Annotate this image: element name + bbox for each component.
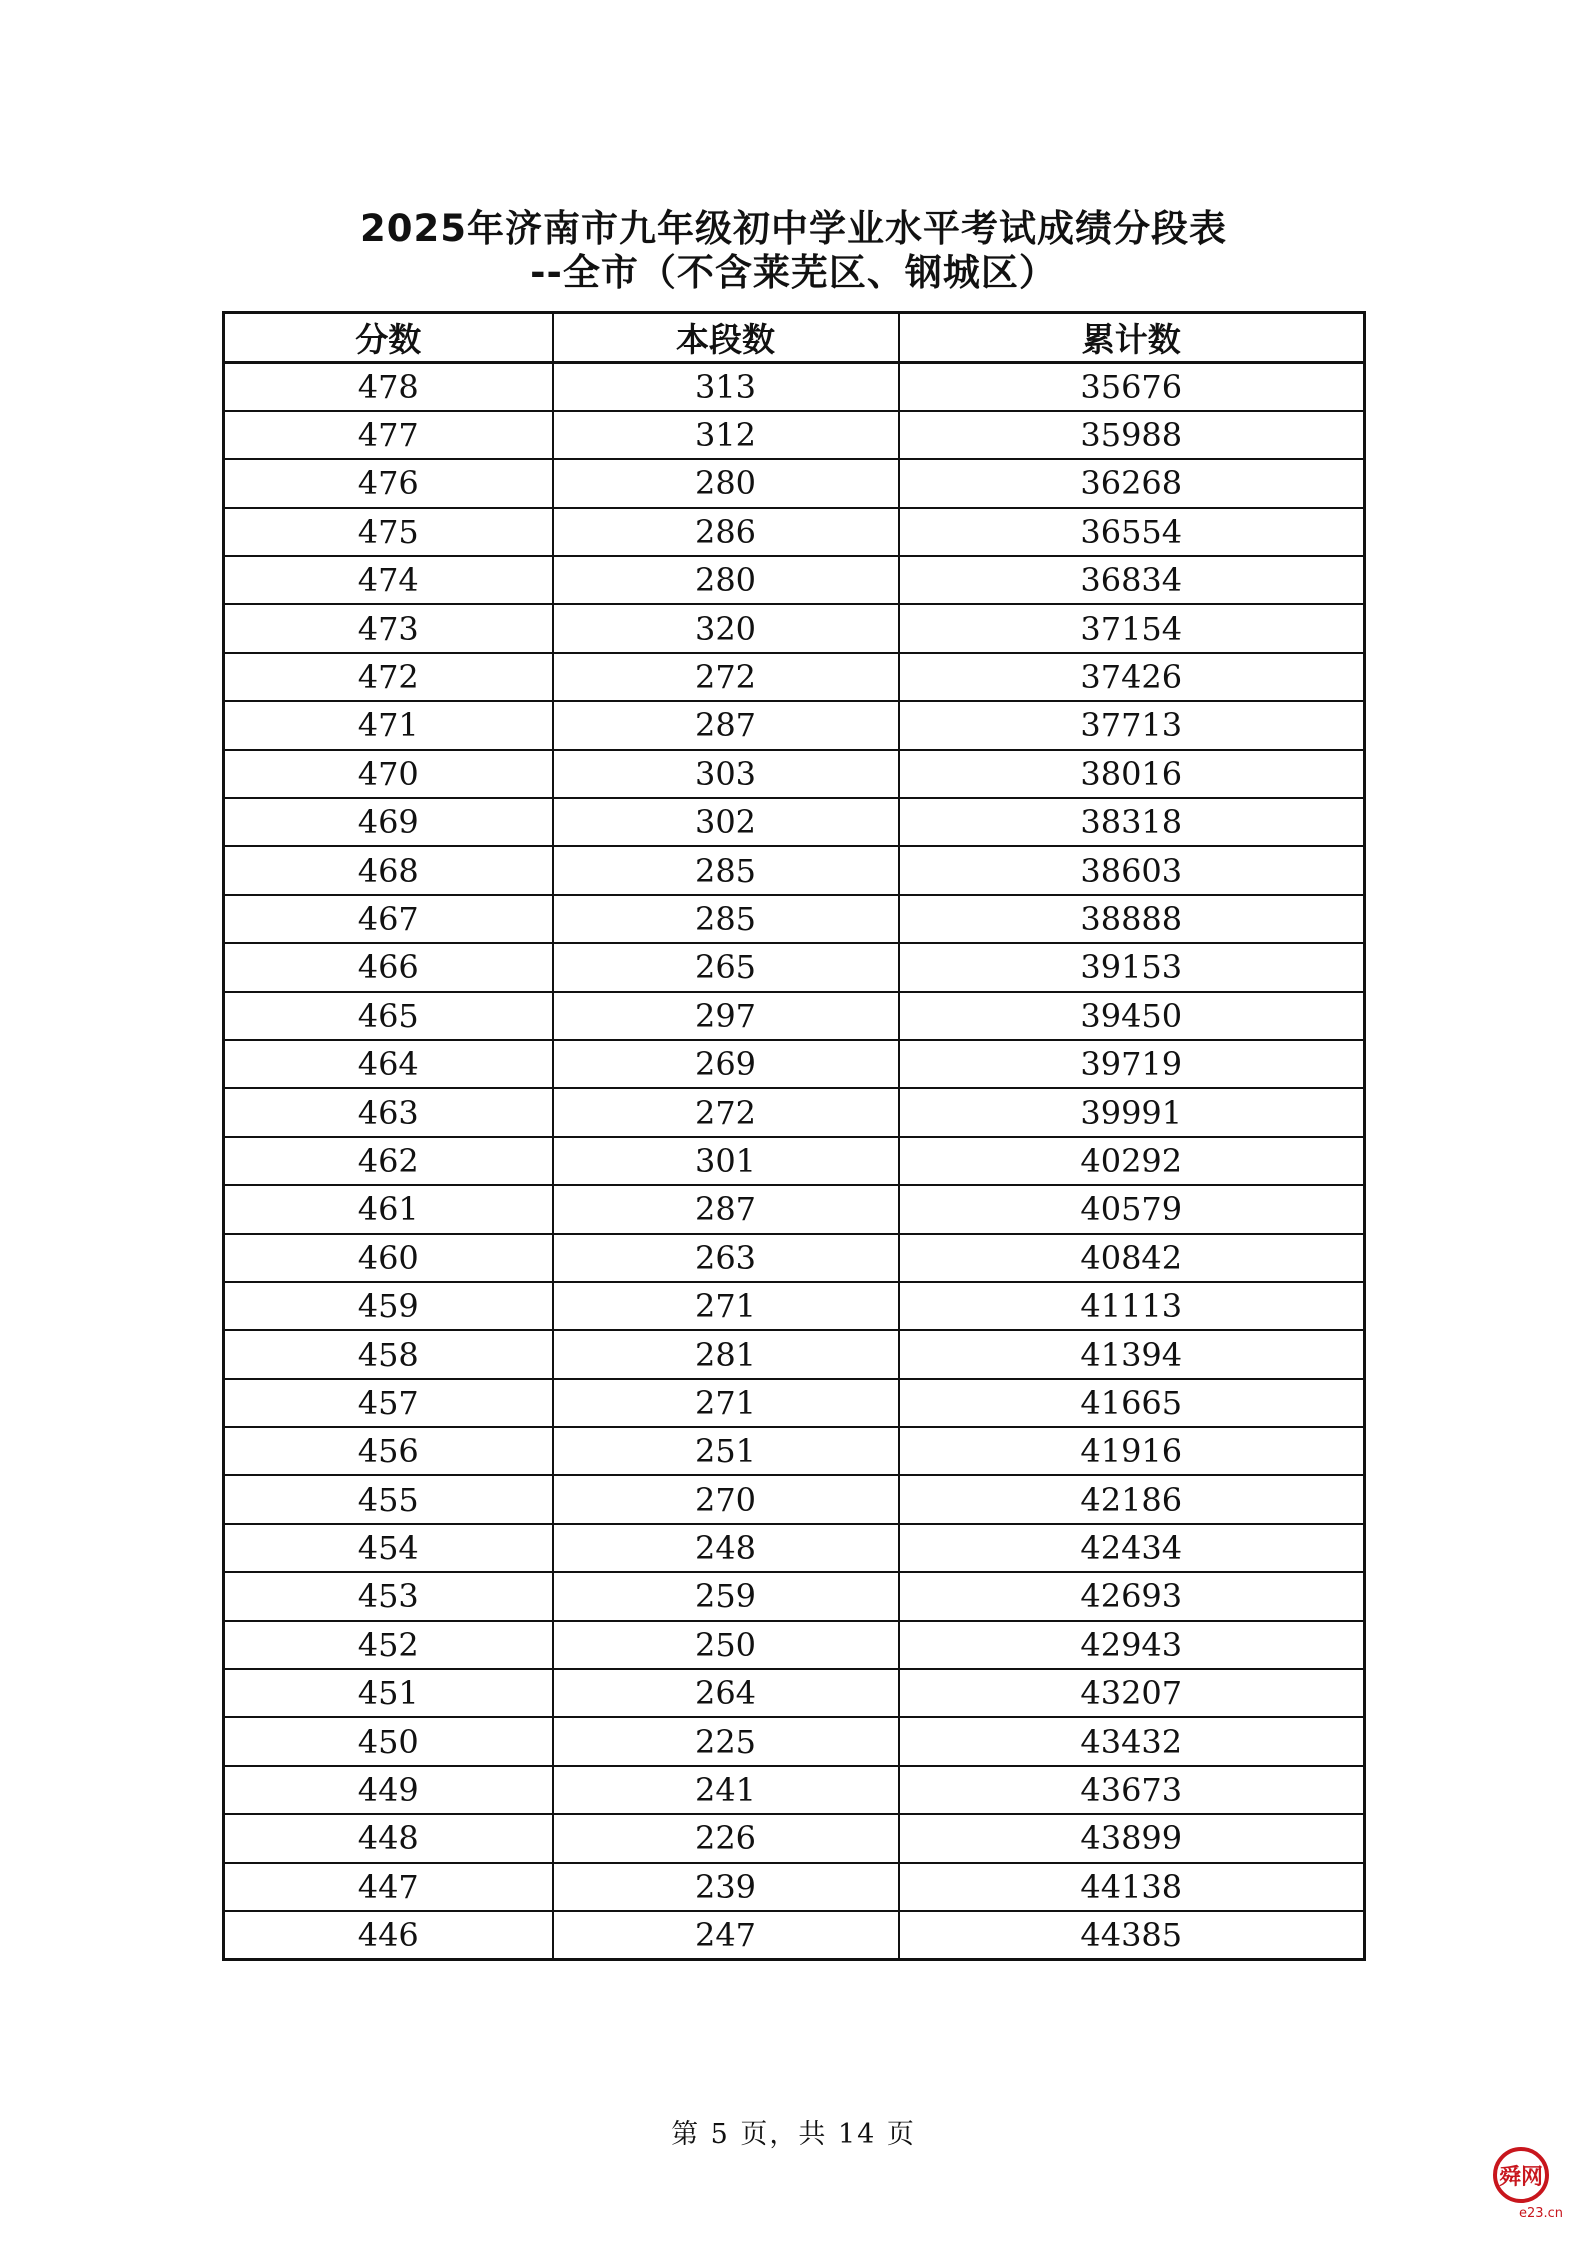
cell-score: 462 <box>224 1137 553 1185</box>
cell-score: 458 <box>224 1330 553 1378</box>
table-row <box>224 846 1365 894</box>
table-row <box>224 701 1365 749</box>
cell-cumulative-count: 42186 <box>899 1475 1365 1523</box>
cell-cumulative-count: 43207 <box>899 1669 1365 1717</box>
cell-cumulative-count: 43899 <box>899 1814 1365 1862</box>
table-row <box>224 411 1365 459</box>
cell-cumulative-count: 41665 <box>899 1379 1365 1427</box>
table-row <box>224 1088 1365 1136</box>
cell-score: 459 <box>224 1282 553 1330</box>
header-score: 分数 <box>224 313 553 363</box>
table-header-row <box>224 313 1365 363</box>
table-body <box>224 363 1365 1960</box>
cell-segment-count: 241 <box>553 1766 899 1814</box>
cell-segment-count: 297 <box>553 992 899 1040</box>
table-row <box>224 556 1365 604</box>
cell-cumulative-count: 39153 <box>899 943 1365 991</box>
cell-score: 476 <box>224 459 553 507</box>
cell-score: 465 <box>224 992 553 1040</box>
cell-segment-count: 263 <box>553 1234 899 1282</box>
cell-score: 448 <box>224 1814 553 1862</box>
table-row <box>224 1621 1365 1669</box>
table-row <box>224 1911 1365 1959</box>
cell-score: 449 <box>224 1766 553 1814</box>
table-row <box>224 604 1365 652</box>
cell-segment-count: 287 <box>553 1185 899 1233</box>
table-row <box>224 1524 1365 1572</box>
cell-score: 460 <box>224 1234 553 1282</box>
table-row <box>224 363 1365 411</box>
cell-score: 457 <box>224 1379 553 1427</box>
table-row <box>224 750 1365 798</box>
cell-segment-count: 285 <box>553 895 899 943</box>
cell-segment-count: 313 <box>553 363 899 411</box>
cell-cumulative-count: 37713 <box>899 701 1365 749</box>
cell-score: 466 <box>224 943 553 991</box>
table-row <box>224 1475 1365 1523</box>
cell-score: 478 <box>224 363 553 411</box>
cell-segment-count: 285 <box>553 846 899 894</box>
table-row <box>224 1137 1365 1185</box>
table-row <box>224 1572 1365 1620</box>
table-row <box>224 992 1365 1040</box>
cell-segment-count: 312 <box>553 411 899 459</box>
table-row <box>224 1379 1365 1427</box>
cell-segment-count: 264 <box>553 1669 899 1717</box>
cell-segment-count: 250 <box>553 1621 899 1669</box>
cell-cumulative-count: 43673 <box>899 1766 1365 1814</box>
table-row <box>224 1766 1365 1814</box>
cell-segment-count: 272 <box>553 653 899 701</box>
cell-cumulative-count: 36268 <box>899 459 1365 507</box>
cell-score: 453 <box>224 1572 553 1620</box>
cell-score: 455 <box>224 1475 553 1523</box>
header-segment-count: 本段数 <box>553 313 899 363</box>
cell-score: 474 <box>224 556 553 604</box>
table-row <box>224 1427 1365 1475</box>
score-distribution-table <box>222 311 1366 1961</box>
cell-cumulative-count: 41916 <box>899 1427 1365 1475</box>
cell-score: 473 <box>224 604 553 652</box>
cell-segment-count: 272 <box>553 1088 899 1136</box>
cell-segment-count: 320 <box>553 604 899 652</box>
cell-segment-count: 287 <box>553 701 899 749</box>
cell-segment-count: 259 <box>553 1572 899 1620</box>
table-row <box>224 1282 1365 1330</box>
document-subtitle: --全市（不含莱芜区、钢城区） <box>530 251 1057 294</box>
cell-score: 452 <box>224 1621 553 1669</box>
cell-cumulative-count: 36554 <box>899 508 1365 556</box>
cell-cumulative-count: 37154 <box>899 604 1365 652</box>
table-row <box>224 459 1365 507</box>
cell-score: 475 <box>224 508 553 556</box>
cell-cumulative-count: 39991 <box>899 1088 1365 1136</box>
cell-score: 472 <box>224 653 553 701</box>
cell-segment-count: 303 <box>553 750 899 798</box>
cell-segment-count: 270 <box>553 1475 899 1523</box>
logo-domain: e23.cn <box>1518 2206 1564 2221</box>
cell-cumulative-count: 44385 <box>899 1911 1365 1959</box>
table-row <box>224 798 1365 846</box>
table-row <box>224 1185 1365 1233</box>
cell-cumulative-count: 40842 <box>899 1234 1365 1282</box>
cell-segment-count: 226 <box>553 1814 899 1862</box>
table-row <box>224 895 1365 943</box>
cell-segment-count: 269 <box>553 1040 899 1088</box>
cell-cumulative-count: 40292 <box>899 1137 1365 1185</box>
table-row <box>224 1717 1365 1765</box>
cell-score: 450 <box>224 1717 553 1765</box>
cell-cumulative-count: 39450 <box>899 992 1365 1040</box>
table-row <box>224 1669 1365 1717</box>
cell-segment-count: 301 <box>553 1137 899 1185</box>
table-row <box>224 1234 1365 1282</box>
header-cumulative-count: 累计数 <box>899 313 1365 363</box>
cell-score: 470 <box>224 750 553 798</box>
cell-cumulative-count: 37426 <box>899 653 1365 701</box>
cell-segment-count: 251 <box>553 1427 899 1475</box>
cell-segment-count: 248 <box>553 1524 899 1572</box>
table-row <box>224 1814 1365 1862</box>
cell-cumulative-count: 42943 <box>899 1621 1365 1669</box>
cell-score: 451 <box>224 1669 553 1717</box>
cell-score: 446 <box>224 1911 553 1959</box>
table-row <box>224 1863 1365 1911</box>
cell-segment-count: 286 <box>553 508 899 556</box>
cell-cumulative-count: 42434 <box>899 1524 1365 1572</box>
cell-segment-count: 280 <box>553 459 899 507</box>
cell-cumulative-count: 44138 <box>899 1863 1365 1911</box>
cell-cumulative-count: 38603 <box>899 846 1365 894</box>
cell-segment-count: 302 <box>553 798 899 846</box>
cell-score: 464 <box>224 1040 553 1088</box>
cell-score: 454 <box>224 1524 553 1572</box>
logo-text: 舜网 <box>1498 2165 1544 2190</box>
cell-segment-count: 271 <box>553 1379 899 1427</box>
cell-segment-count: 271 <box>553 1282 899 1330</box>
cell-cumulative-count: 35988 <box>899 411 1365 459</box>
cell-segment-count: 281 <box>553 1330 899 1378</box>
e23-logo-watermark <box>1483 2137 1569 2223</box>
table-row <box>224 653 1365 701</box>
cell-score: 463 <box>224 1088 553 1136</box>
table-row <box>224 508 1365 556</box>
cell-score: 456 <box>224 1427 553 1475</box>
table-row <box>224 943 1365 991</box>
table-row <box>224 1330 1365 1378</box>
cell-cumulative-count: 36834 <box>899 556 1365 604</box>
cell-cumulative-count: 38016 <box>899 750 1365 798</box>
cell-cumulative-count: 41394 <box>899 1330 1365 1378</box>
cell-cumulative-count: 38888 <box>899 895 1365 943</box>
cell-segment-count: 265 <box>553 943 899 991</box>
cell-segment-count: 247 <box>553 1911 899 1959</box>
cell-score: 477 <box>224 411 553 459</box>
cell-score: 468 <box>224 846 553 894</box>
cell-segment-count: 239 <box>553 1863 899 1911</box>
cell-cumulative-count: 41113 <box>899 1282 1365 1330</box>
cell-segment-count: 280 <box>553 556 899 604</box>
cell-score: 471 <box>224 701 553 749</box>
cell-cumulative-count: 42693 <box>899 1572 1365 1620</box>
page-number-footer: 第 5 页，共 14 页 <box>671 2119 916 2150</box>
cell-score: 447 <box>224 1863 553 1911</box>
cell-score: 467 <box>224 895 553 943</box>
table-row <box>224 1040 1365 1088</box>
cell-segment-count: 225 <box>553 1717 899 1765</box>
cell-cumulative-count: 35676 <box>899 363 1365 411</box>
cell-cumulative-count: 40579 <box>899 1185 1365 1233</box>
cell-cumulative-count: 43432 <box>899 1717 1365 1765</box>
cell-cumulative-count: 39719 <box>899 1040 1365 1088</box>
cell-score: 469 <box>224 798 553 846</box>
cell-score: 461 <box>224 1185 553 1233</box>
cell-cumulative-count: 38318 <box>899 798 1365 846</box>
document-title: 2025年济南市九年级初中学业水平考试成绩分段表 <box>360 207 1227 250</box>
